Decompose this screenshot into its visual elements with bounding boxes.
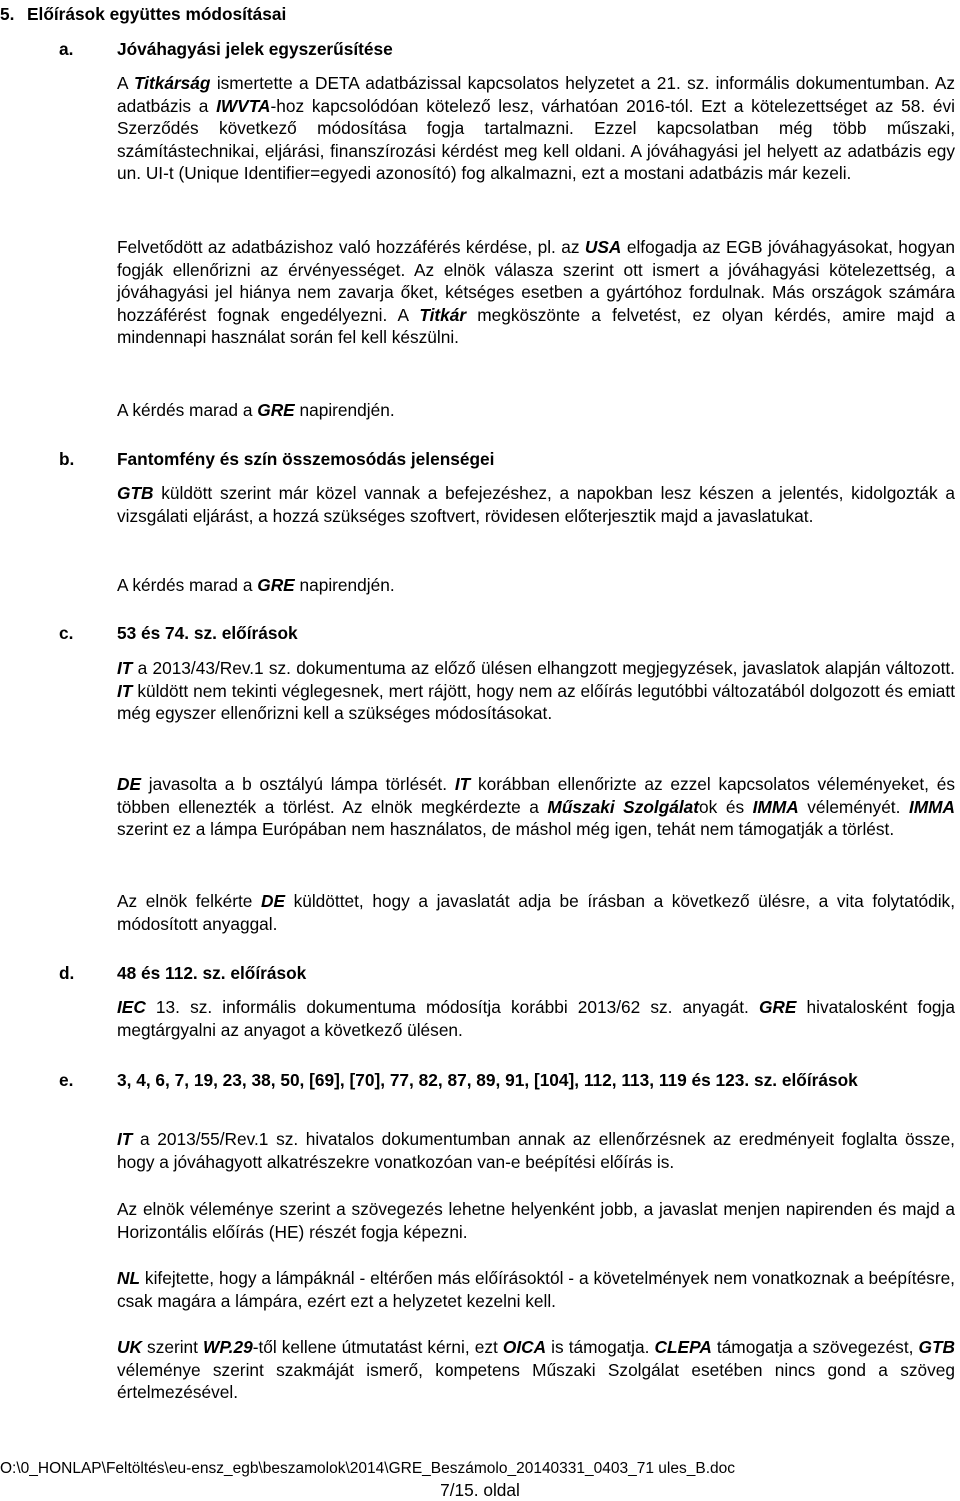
paragraph — [117, 773, 955, 841]
paragraph-text: véleménye szerint szakmáját ismerő, kompetens Műszaki Szolgálat esetében nincs gond a szöveg értelmezésével. — [117, 1359, 955, 1403]
paragraph-text: Az elnök felkérte — [117, 891, 261, 911]
paragraph-text: elfogadja az EGB jóváhagyásokat, hogyan fogják ellenőrizni az érvényességet. Az elnök válasza szerint ott ismert a jóváhagyási kötelezettség, a jóváhagyási jel hiánya nem zavarja őket, kétséges esetben a gyártóhoz fordulnak. Más országok számára hozzáférést fognak engedélyezni. A — [117, 237, 955, 325]
paragraph — [117, 1198, 955, 1243]
paragraph-text: javasolta a b osztályú lámpa törlését. — [141, 774, 455, 794]
section-title: Előírások együttes módosításai — [27, 4, 287, 24]
paragraph-text: szerint — [141, 1337, 204, 1357]
paragraph-text: megköszönte a felvetést, ez olyan kérdés, amire majd a mindennapi használat során fel kell készülni. — [117, 304, 956, 348]
emphasis-text: OICA — [502, 1337, 547, 1357]
paragraph-text: korábban ellenőrizte az ezzel kapcsolatos véleményeket, és többen ellenezték a törlést. Az elnök megkérdezte a — [117, 774, 955, 817]
emphasis-text: Titkárság — [133, 73, 211, 93]
emphasis-text: IEC — [117, 997, 146, 1017]
emphasis-text: IMMA — [752, 796, 799, 817]
paragraph — [117, 482, 955, 527]
paragraph — [117, 236, 955, 349]
paragraph-text: küldött szerint már közel vannak a befejezéshez, a napokban lesz készen a jelentés, kidolgozták a vizsgálati eljárást, a hozzá szükséges szoftvert, rövidesen előterjesztik majd a javaslatukat. — [117, 483, 955, 526]
emphasis-text: CLEPA — [654, 1337, 712, 1357]
paragraph-text: a 2013/55/Rev.1 sz. hivatalos dokumentumban annak az ellenőrzésnek az eredményeit foglalta össze, hogy a jóváhagyott alkatrészekre vonatkozóan van-e beépítési előírás is. — [117, 1129, 955, 1172]
paragraph-text: A kérdés marad a — [117, 400, 258, 420]
section-number: 5. — [0, 4, 15, 24]
emphasis-text: USA — [584, 237, 622, 257]
paragraph-text: kifejtette, hogy a lámpáknál - eltérően más előírásoktól - a követelmények nem vonatkoznak a beépítésre, csak magára a lámpára, ezért ezt a helyzetet kezelni kell. — [117, 1268, 955, 1311]
paragraph — [117, 72, 955, 185]
paragraph-text: ismertette a DETA adatbázissal kapcsolatos helyzetet a 21. sz. informális dokumentumban. Az adatbázis a — [117, 73, 955, 116]
paragraph — [117, 1336, 955, 1404]
emphasis-text: IT — [454, 774, 471, 794]
page-number: 7/15. oldal — [440, 1480, 520, 1500]
emphasis-text: Titkár — [419, 304, 467, 325]
emphasis-text: WP.29 — [203, 1337, 253, 1357]
paragraph-text: küldött nem tekinti véglegesnek, mert rájött, hogy nem az előírás legutóbbi változatából dolgozott és emiatt még egyszer ellenőrizni kell a szükséges módosításokat. — [117, 680, 955, 724]
emphasis-text: GRE — [257, 400, 295, 420]
paragraph-text: A kérdés marad a — [117, 575, 258, 595]
paragraph — [117, 574, 955, 597]
paragraph-text: szerint ez a lámpa Európában nem használatos, de máshol még igen, tehát nem támogatják a törlést. — [117, 819, 895, 840]
paragraph-text: 13. sz. informális dokumentuma módosítja korábbi 2013/62 sz. anyagát. — [145, 997, 759, 1017]
item-letter-e: e. — [59, 1070, 74, 1090]
paragraph — [117, 996, 955, 1041]
paragraph-text: is támogatja. — [546, 1337, 655, 1357]
paragraph — [117, 399, 955, 422]
item-title-a: Jóváhagyási jelek egyszerűsítése — [117, 39, 393, 59]
emphasis-text: IT — [117, 658, 133, 678]
emphasis-text: DE — [260, 891, 285, 911]
paragraph-text: napirendjén. — [294, 575, 395, 595]
emphasis-text: GRE — [758, 997, 797, 1017]
item-title-c: 53 és 74. sz. előírások — [117, 623, 298, 643]
paragraph-text: -től kellene útmutatást kérni, ezt — [252, 1337, 503, 1357]
paragraph — [117, 657, 955, 725]
emphasis-text: NL — [117, 1268, 141, 1288]
paragraph-text: a 2013/43/Rev.1 sz. dokumentuma az előző ülésen elhangzott megjegyzések, javaslatok alapján változott. — [132, 658, 955, 678]
footer-file-path: O:\0_HONLAP\Feltöltés\eu-ensz_egb\beszamolok\2014\GRE_Beszámolo_20140331_0403_71 ules_B.doc — [0, 1460, 736, 1477]
paragraph-text: Felvetődött az adatbázishoz való hozzáférés kérdése, pl. az — [117, 237, 585, 257]
emphasis-text: GRE — [257, 575, 295, 595]
item-letter-a: a. — [59, 39, 74, 59]
paragraph — [117, 1267, 955, 1312]
item-title-b: Fantomfény és szín összemosódás jelenségei — [117, 449, 495, 469]
item-letter-b: b. — [59, 449, 75, 469]
paragraph-text: napirendjén. — [294, 400, 395, 420]
emphasis-text: GTB — [117, 483, 154, 503]
item-title-d: 48 és 112. sz. előírások — [117, 963, 307, 983]
item-letter-c: c. — [59, 623, 74, 643]
paragraph — [117, 1128, 955, 1173]
emphasis-text: Műszaki Szolgálat — [547, 796, 700, 817]
paragraph-text: hivatalosként fogja megtárgyalni az anyagot a következő ülésen. — [117, 997, 955, 1040]
paragraph-text: küldöttet, hogy a javaslatát adja be írásban a következő ülésre, a vita folytatódik, módosított anyaggal. — [117, 891, 955, 934]
paragraph-text: Az elnök véleménye szerint a szövegezés lehetne helyenként jobb, a javaslat menjen napirenden és majd a Horizontális előírás (HE) részét fogja képezni. — [117, 1199, 955, 1242]
emphasis-text: GTB — [918, 1337, 955, 1357]
item-title-e: 3, 4, 6, 7, 19, 23, 38, 50, [69], [70], 77, 82, 87, 89, 91, [104], 112, 113, 119 és 123. sz. előírások — [117, 1070, 858, 1090]
emphasis-text: UK — [117, 1337, 142, 1357]
paragraph-text: támogatja a szövegezést, — [711, 1337, 919, 1357]
paragraph-text: véleményét. — [798, 796, 909, 817]
item-letter-d: d. — [59, 963, 75, 983]
emphasis-text: IT — [117, 680, 133, 701]
emphasis-text: IWVTA — [216, 95, 271, 116]
paragraph-text: -hoz kapcsolódóan kötelező lesz, várhatóan 2016-tól. Ezt a kötelezettséget az 58. évi Szerződés következő módosítása fogja tartalmazni. Ezzel kapcsolatban még több műszaki, számítástechnikai, eljárási, finanszírozási kérdést meg kell oldani. A jóváhagyási jel helyett az adatbázis egy un. UI-t (Unique Identifier=egyedi azonosító) fog alkalmazni, ezt a mostani adatbázis már kezeli. — [117, 95, 955, 184]
emphasis-text: IMMA — [908, 796, 956, 817]
emphasis-text: IT — [117, 1129, 133, 1149]
emphasis-text: DE — [117, 774, 142, 794]
paragraph — [117, 890, 955, 935]
paragraph-text: A — [117, 73, 134, 93]
paragraph-text: ok és — [699, 796, 753, 817]
